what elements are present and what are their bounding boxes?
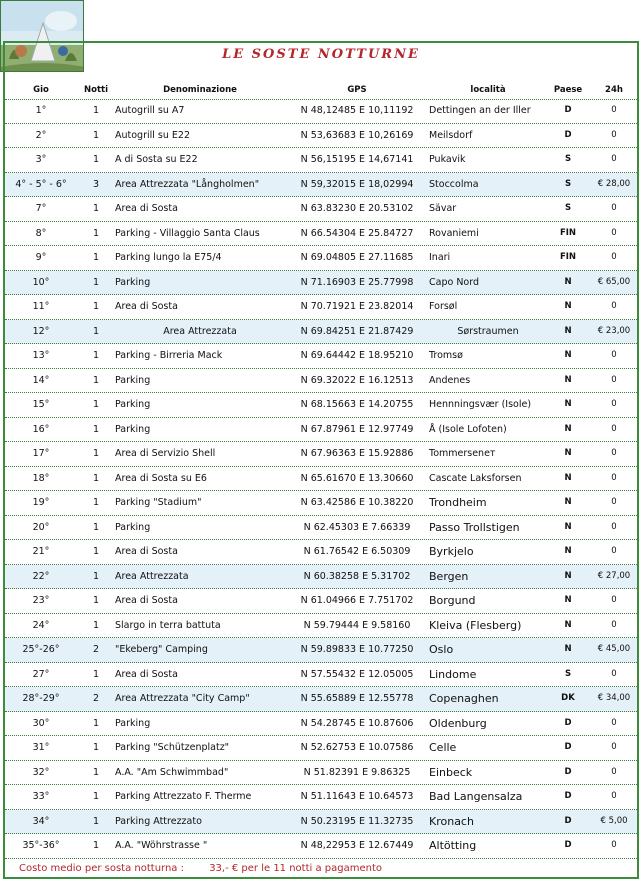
cell-gps: N 60.38258 E 5.31702 (303, 570, 411, 582)
cell-24h: 0 (611, 154, 617, 164)
cell-gio: 19° (32, 497, 50, 508)
cell-24h: € 28,00 (597, 178, 631, 189)
cell-denominazione: Area Attrezzata (115, 570, 189, 582)
cell-gps: N 57.55432 E 12.05005 (300, 668, 414, 680)
cell-gio: 15° (32, 399, 50, 410)
cell-notti: 1 (92, 203, 100, 214)
table-row (5, 663, 637, 688)
cell-notti: 2 (92, 644, 100, 655)
cell-localita: Inari (429, 252, 451, 263)
table-row (5, 467, 637, 492)
cell-gio: 11° (32, 301, 50, 312)
cell-gps: N 51.11643 E 10.64573 (300, 791, 414, 802)
table-row (5, 222, 637, 247)
cell-24h: 0 (611, 840, 617, 850)
cell-localita: Tromsø (429, 350, 463, 361)
cell-gps: N 61.76542 E 6.50309 (303, 546, 411, 557)
cell-gps: N 51.82391 E 9.86325 (303, 766, 411, 778)
cell-notti: 1 (92, 815, 100, 827)
cell-denominazione: Parking - Villaggio Santa Claus (115, 227, 260, 239)
cell-notti: 1 (92, 154, 100, 165)
cell-24h: 0 (611, 595, 617, 605)
cell-gps: N 55.65889 E 12.55778 (300, 693, 414, 704)
cell-notti: 1 (92, 276, 100, 288)
cell-paese: S (564, 203, 572, 213)
table-row (5, 173, 637, 198)
cell-notti: 1 (92, 742, 100, 753)
cell-denominazione: Area di Servizio Shell (115, 448, 216, 459)
cell-paese: D (564, 815, 572, 826)
cell-gio: 21° (32, 546, 50, 557)
cell-paese: N (564, 619, 572, 630)
cell-24h: 0 (611, 766, 617, 777)
cell-localita: Einbeck (429, 765, 473, 779)
cell-notti: 1 (92, 546, 100, 557)
cell-gio: 25°-26° (22, 644, 60, 655)
cell-notti: 1 (92, 227, 100, 239)
cell-paese: N (564, 644, 572, 654)
cell-24h: € 27,00 (597, 570, 631, 581)
cell-denominazione: Autogrill su A7 (115, 105, 185, 116)
cell-localita: Kleiva (Flesberg) (429, 618, 522, 632)
cell-24h: 0 (611, 791, 617, 801)
cell-gio: 34° (32, 815, 50, 827)
table-row (5, 834, 637, 859)
cell-gio: 18° (32, 472, 50, 484)
cell-notti: 1 (92, 497, 100, 508)
cell-gio: 16° (32, 423, 50, 435)
cell-localita: Kronach (429, 814, 474, 828)
cell-localita: Lindome (429, 667, 477, 681)
cell-paese: N (564, 595, 572, 605)
cell-denominazione: Area di Sosta (115, 668, 178, 680)
cell-notti: 1 (92, 668, 100, 680)
cell-24h: 0 (611, 301, 617, 311)
table-row (5, 271, 637, 296)
table-row (5, 393, 637, 418)
cell-denominazione: Area Attrezzata (163, 325, 237, 337)
cell-notti: 1 (92, 129, 100, 141)
cell-localita: Byrkjelo (429, 545, 474, 558)
cell-paese: N (564, 399, 572, 409)
cell-notti: 1 (92, 325, 100, 337)
cell-notti: 1 (92, 717, 100, 729)
cell-localita: Celle (429, 741, 457, 754)
cell-24h: 0 (611, 350, 617, 360)
cell-paese: S (564, 668, 572, 679)
cell-24h: 0 (611, 546, 617, 556)
cell-denominazione: Parking Attrezzato (115, 815, 202, 827)
cell-notti: 1 (92, 791, 100, 802)
table-row (5, 418, 637, 443)
cell-paese: FIN (559, 227, 577, 238)
cell-gps: N 69.04805 E 27.11685 (300, 252, 414, 263)
cell-paese: N (564, 276, 572, 287)
table-row (5, 491, 637, 516)
cell-localita: Oldenburg (429, 716, 487, 730)
cell-denominazione: Slargo in terra battuta (115, 619, 221, 631)
cell-24h: 0 (611, 374, 617, 385)
cell-localita: Sørstraumen (457, 325, 519, 337)
cell-gio: 1° (35, 105, 47, 116)
cell-paese: S (564, 154, 572, 164)
cell-gps: N 68.15663 E 14.20755 (300, 399, 414, 410)
cell-24h: 0 (611, 105, 617, 115)
header-24h: 24h (605, 85, 623, 95)
cell-localita: Copenaghen (429, 692, 499, 705)
cell-paese: N (564, 546, 572, 556)
cell-gps: N 63.42586 E 10.38220 (300, 497, 414, 508)
cell-gio: 4° - 5° - 6° (15, 178, 67, 190)
cell-gps: N 52.62753 E 10.07586 (300, 742, 414, 753)
table-row (5, 687, 637, 712)
table-row (5, 638, 637, 663)
cell-gio: 32° (32, 766, 50, 778)
cell-24h: 0 (611, 521, 617, 532)
cell-denominazione: Autogrill su E22 (115, 129, 191, 141)
cell-gio: 17° (32, 448, 50, 459)
cell-gio: 8° (35, 227, 47, 239)
cell-localita: Stoccolma (429, 178, 479, 190)
cell-24h: 0 (611, 668, 617, 679)
cell-notti: 1 (92, 472, 100, 484)
header-gio: Gio (33, 85, 49, 95)
cell-denominazione: Parking "Schützenplatz" (115, 742, 230, 753)
cell-gio: 27° (32, 668, 50, 680)
cell-24h: € 65,00 (597, 276, 631, 287)
table-frame (3, 41, 639, 879)
cell-gio: 2° (35, 129, 47, 141)
cell-paese: S (564, 178, 572, 189)
cell-gps: N 67.96363 E 15.92886 (300, 448, 414, 459)
cell-gps: N 69.84251 E 21.87429 (300, 325, 414, 337)
cell-paese: D (564, 766, 572, 777)
cell-paese: N (564, 325, 572, 336)
cell-paese: N (564, 350, 572, 360)
cell-gps: N 53,63683 E 10,26169 (300, 129, 414, 141)
cell-denominazione: Parking - Birreria Mack (115, 350, 223, 361)
cell-gio: 7° (35, 203, 47, 214)
cell-localita: Bad Langensalza (429, 790, 523, 803)
cell-denominazione: Parking (115, 399, 151, 410)
cell-notti: 1 (92, 570, 100, 582)
cell-denominazione: A di Sosta su E22 (115, 154, 198, 165)
cell-notti: 1 (92, 252, 100, 263)
table-row (5, 540, 637, 565)
table-row (5, 99, 637, 124)
cell-paese: N (564, 497, 572, 507)
table-row (5, 589, 637, 614)
cell-gio: 30° (32, 717, 50, 729)
cell-paese: N (564, 472, 572, 483)
cell-denominazione: Parking (115, 521, 151, 533)
table-row (5, 516, 637, 541)
cell-notti: 3 (92, 178, 100, 190)
cell-24h: 0 (611, 497, 617, 507)
cell-gps: N 59,32015 E 18,02994 (300, 178, 414, 190)
table-body (5, 99, 637, 859)
cell-24h: 0 (611, 717, 617, 728)
cell-localita: Sävar (429, 203, 457, 214)
cell-notti: 1 (92, 399, 100, 410)
cell-localita: Altötting (429, 839, 477, 852)
cell-notti: 1 (92, 448, 100, 459)
cell-paese: D (564, 791, 572, 801)
cell-denominazione: A.A. "Am Schwimmbad" (115, 766, 229, 778)
cell-localita: Bergen (429, 569, 469, 583)
cell-paese: FIN (559, 252, 577, 262)
cell-gio: 13° (32, 350, 50, 361)
cell-localita: Hennningsvær (Isole) (429, 399, 532, 410)
table-row (5, 344, 637, 369)
table-row (5, 148, 637, 173)
cell-24h: 0 (611, 252, 617, 262)
cell-paese: D (564, 717, 572, 728)
cell-localita: Meilsdorf (429, 129, 473, 141)
cell-24h: 0 (611, 448, 617, 458)
cell-localita: Forsøl (429, 301, 458, 312)
cell-24h: 0 (611, 227, 617, 238)
cell-gio: 24° (32, 619, 50, 631)
cell-gio: 3° (35, 154, 47, 165)
cell-denominazione: Area di Sosta (115, 203, 178, 214)
table-row (5, 320, 637, 345)
cell-paese: N (564, 570, 572, 581)
cell-gps: N 56,15195 E 14,67141 (300, 154, 414, 165)
cell-gio: 33° (32, 791, 50, 802)
cell-notti: 1 (92, 595, 100, 606)
cell-24h: 0 (611, 129, 617, 140)
cell-notti: 1 (92, 374, 100, 386)
cell-localita: Passo Trollstigen (429, 520, 520, 534)
table-row (5, 810, 637, 835)
table-row (5, 785, 637, 810)
cell-gps: N 48,12485 E 10,11192 (300, 105, 414, 116)
cell-gps: N 62.45303 E 7.66339 (303, 521, 411, 533)
cell-gps: N 61.04966 E 7.751702 (300, 595, 414, 606)
cell-gps: N 54.28745 E 10.87606 (300, 717, 414, 729)
cell-24h: 0 (611, 742, 617, 752)
cell-gps: N 66.54304 E 25.84727 (300, 227, 414, 239)
table-row (5, 736, 637, 761)
cell-gio: 22° (32, 570, 50, 582)
cell-denominazione: Parking (115, 423, 151, 435)
cell-notti: 1 (92, 350, 100, 361)
cell-gps: N 71.16903 E 25.77998 (300, 276, 414, 288)
cell-gps: N 69.32022 E 16.12513 (300, 374, 414, 386)
table-row (5, 124, 637, 149)
cell-notti: 1 (92, 840, 100, 851)
cell-24h: € 5,00 (600, 815, 628, 826)
cell-localita: Capo Nord (429, 276, 480, 288)
table-row (5, 565, 637, 590)
page-title: LE SOSTE NOTTURNE (222, 47, 420, 62)
cell-paese: N (564, 448, 572, 458)
cell-24h: € 34,00 (597, 693, 631, 703)
header-paese: Paese (553, 85, 583, 95)
cell-denominazione: "Ekeberg" Camping (115, 644, 208, 655)
cell-notti: 1 (92, 766, 100, 778)
table-row (5, 712, 637, 737)
cell-gio: 14° (32, 374, 50, 386)
table-row (5, 246, 637, 271)
cell-denominazione: Area di Sosta (115, 301, 178, 312)
table-row (5, 761, 637, 786)
cell-gio: 12° (32, 325, 50, 337)
cell-notti: 1 (92, 301, 100, 312)
cell-gps: N 67.87961 E 12.97749 (300, 423, 414, 435)
cell-notti: 1 (92, 619, 100, 631)
cell-gio: 10° (32, 276, 50, 288)
cell-gps: N 65.61670 E 13.30660 (300, 472, 414, 484)
cell-24h: 0 (611, 423, 617, 434)
cell-paese: D (564, 742, 572, 752)
cell-localita: Tommerseneт (429, 448, 496, 459)
cell-denominazione: Area Attrezzata "Långholmen" (115, 178, 260, 190)
cell-24h: 0 (611, 399, 617, 409)
table-row (5, 369, 637, 394)
cell-localita: Trondheim (429, 496, 487, 509)
table-row (5, 295, 637, 320)
table-header (5, 81, 637, 100)
cell-denominazione: Parking "Stadium" (115, 497, 202, 508)
cell-paese: N (564, 374, 572, 385)
cell-gps: N 63.83230 E 20.53102 (300, 203, 414, 214)
cell-localita: Pukavik (429, 154, 466, 165)
cell-notti: 2 (92, 693, 100, 704)
cell-gps: N 59.79444 E 9.58160 (303, 619, 411, 631)
cell-gps: N 59.89833 E 10.77250 (300, 644, 414, 655)
cell-notti: 1 (92, 105, 100, 116)
table-row (5, 442, 637, 467)
cell-paese: N (564, 521, 572, 532)
cell-paese: N (564, 423, 572, 434)
cell-denominazione: Area di Sosta (115, 595, 178, 606)
cell-denominazione: Area di Sosta su E6 (115, 472, 207, 484)
cell-denominazione: Parking lungo la E75/4 (115, 252, 222, 263)
cell-gio: 31° (32, 742, 50, 753)
footer-value: 33,- € per le 11 notti a pagamento (209, 863, 383, 874)
header-gps: GPS (347, 85, 367, 95)
cell-denominazione: Parking (115, 717, 151, 729)
cell-paese: D (564, 105, 572, 115)
cell-localita: Å (Isole Lofoten) (429, 423, 507, 435)
cell-localita: Rovaniemi (429, 227, 479, 239)
cell-gps: N 50.23195 E 11.32735 (300, 815, 414, 827)
table-row (5, 197, 637, 222)
cell-gio: 28°-29° (22, 693, 60, 704)
cell-denominazione: Parking (115, 374, 151, 386)
cell-24h: 0 (611, 619, 617, 630)
cell-paese: N (564, 301, 572, 311)
cell-denominazione: A.A. "Wöhrstrasse " (115, 840, 208, 851)
cell-gio: 20° (32, 521, 50, 533)
footer-label: Costo medio per sosta notturna : (19, 863, 184, 874)
cell-gps: N 69.64442 E 18.95210 (300, 350, 414, 361)
cell-24h: € 45,00 (597, 644, 631, 654)
cell-localita: Andenes (429, 374, 471, 386)
cell-gio: 35°-36° (22, 840, 60, 851)
cell-denominazione: Area Attrezzata "City Camp" (115, 693, 250, 704)
cell-localita: Borgund (429, 594, 476, 607)
cell-denominazione: Parking Attrezzato F. Therme (115, 791, 252, 802)
header-localita: località (470, 85, 506, 95)
table-row (5, 614, 637, 639)
cell-24h: 0 (611, 472, 617, 483)
cell-gio: 23° (32, 595, 50, 606)
cell-paese: D (564, 129, 572, 140)
cell-denominazione: Area di Sosta (115, 546, 178, 557)
cell-gps: N 70.71921 E 23.82014 (300, 301, 414, 312)
header-notti: Notti (84, 85, 108, 95)
cell-localita: Dettingen an der Iller (429, 105, 531, 116)
footer-summary (19, 863, 382, 874)
cell-24h: 0 (611, 203, 617, 213)
cell-paese: D (564, 840, 572, 850)
cell-gps: N 48,22953 E 12.67449 (300, 840, 414, 851)
cell-localita: Oslo (429, 643, 454, 656)
cell-paese: DK (561, 693, 575, 703)
cell-notti: 1 (92, 521, 100, 533)
header-denominazione: Denominazione (163, 85, 237, 95)
cell-gio: 9° (35, 252, 47, 263)
cell-localita: Cascate Laksforsen (429, 472, 522, 484)
cell-denominazione: Parking (115, 276, 151, 288)
cell-notti: 1 (92, 423, 100, 435)
cell-24h: € 23,00 (597, 325, 631, 336)
